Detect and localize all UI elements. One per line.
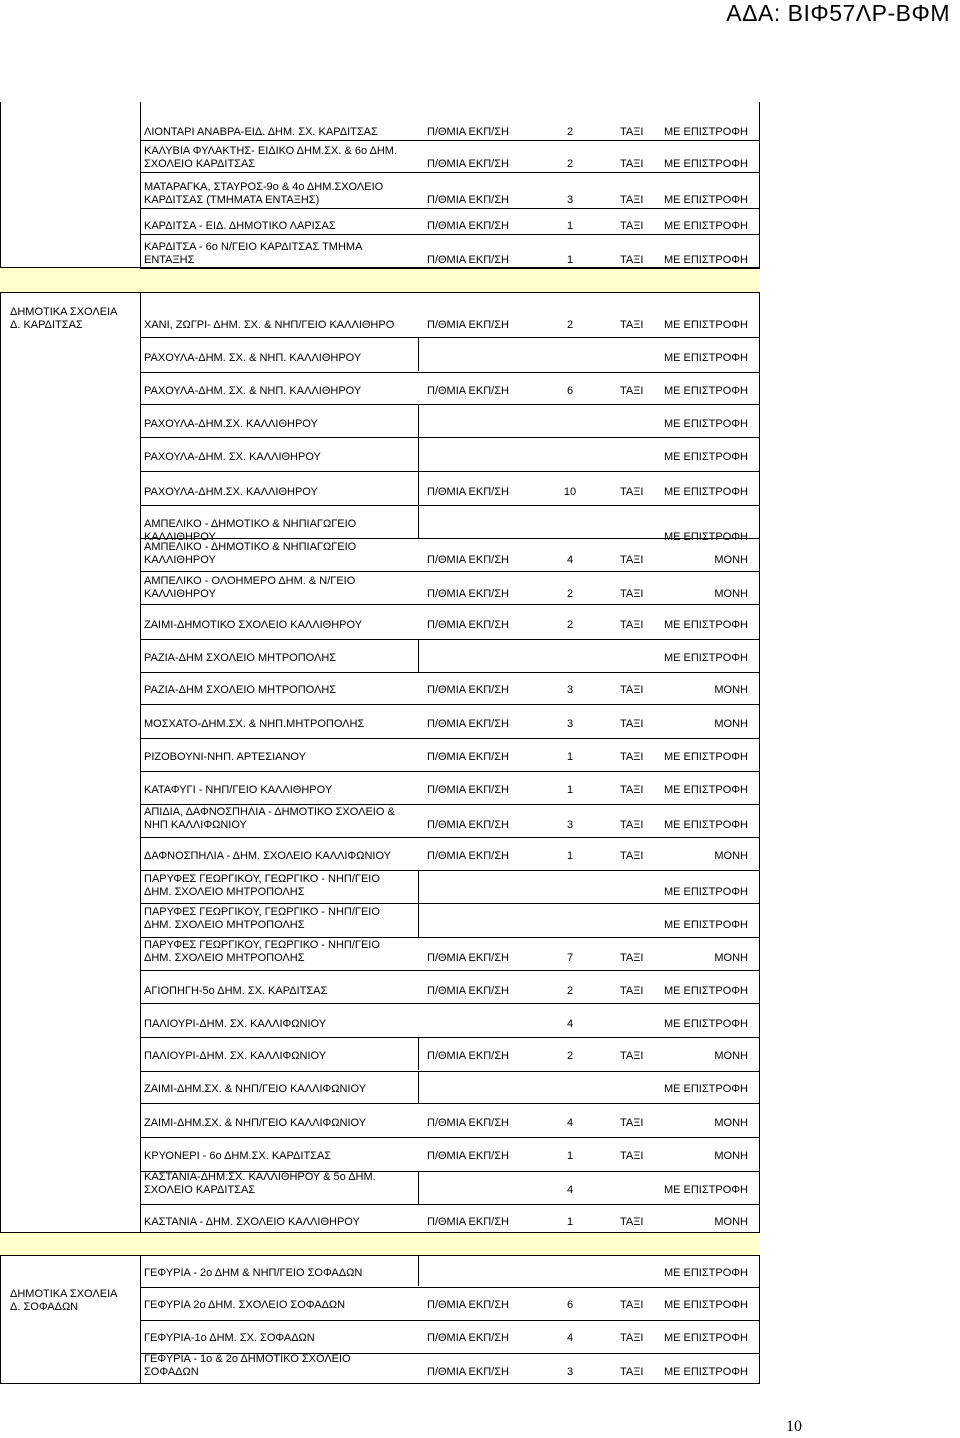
education-type: Π/ΘΜΙΑ ΕΚΠ/ΣΗ [427,1366,509,1378]
route-count: 7 [566,952,574,964]
education-type: Π/ΘΜΙΑ ΕΚΠ/ΣΗ [427,1150,509,1162]
school-name-line: ΑΓΙΟΠΗΓΗ-5ο ΔΗΜ. ΣΧ. ΚΑΡΔΙΤΣΑΣ [144,985,328,997]
route-status: ΜΟΝΗ [714,684,748,696]
transport-mode: ΤΑΞΙ [620,588,644,600]
table-rule [140,970,760,971]
transport-mode: ΤΑΞΙ [620,1050,644,1062]
table-rule [140,1071,760,1072]
school-name-line: ΧΑΝΙ, ΖΩΓΡΙ- ΔΗΜ. ΣΧ. & ΝΗΠ/ΓΕΙΟ ΚΑΛΛΙΘΗΡΟ [144,319,395,331]
table-frame [0,102,760,1383]
school-name-line: ΚΑΡΔΙΤΣΑΣ (ΤΜΗΜΑΤΑ ΕΝΤΑΞΗΣ) [144,194,320,206]
school-name [144,1216,360,1229]
section-separator [0,267,760,293]
transport-mode: ΤΑΞΙ [620,486,644,498]
route-status: ΜΟΝΗ [714,588,748,600]
table-rule [140,140,760,141]
route-count: 3 [566,194,574,206]
school-name-line: ΓΕΦΥΡΙΑ 2ο ΔΗΜ. ΣΧΟΛΕΙΟ ΣΟΦΑΔΩΝ [144,1299,346,1311]
table-rule [140,471,760,472]
school-name [144,241,362,267]
route-status: ΜΟΝΗ [714,1150,748,1162]
education-type: Π/ΘΜΙΑ ΕΚΠ/ΣΗ [427,554,509,566]
school-name-line: ΔΗΜ. ΣΧΟΛΕΙΟ ΜΗΤΡΟΠΟΛΗΣ [144,886,305,898]
school-name-line: ΚΑΡΔΙΤΣΑ - ΕΙΔ. ΔΗΜΟΤΙΚΟ ΛΑΡΙΣΑΣ [144,220,336,232]
education-type: Π/ΘΜΙΑ ΕΚΠ/ΣΗ [427,819,509,831]
transport-mode: ΤΑΞΙ [620,220,644,232]
route-count: 10 [563,486,577,498]
route-count: 3 [566,718,574,730]
table-rule [140,293,141,1232]
table-rule [140,903,760,904]
education-type: Π/ΘΜΙΑ ΕΚΠ/ΣΗ [427,784,509,796]
route-status: ΜΕ ΕΠΙΣΤΡΟΦΗ [663,1184,748,1196]
region-label-karditsa: ΔΗΜΟΤΙΚΑ ΣΧΟΛΕΙΑ Δ. ΚΑΡΔΙΤΣΑΣ [10,306,118,331]
school-name-line: ΡΑΧΟΥΛΑ-ΔΗΜ.ΣΧ. ΚΑΛΛΙΘΗΡΟΥ [144,418,318,430]
route-count: 2 [566,158,574,170]
route-count: 4 [566,1332,574,1344]
transport-mode: ΤΑΞΙ [620,158,644,170]
table-rule [418,640,419,672]
table-rule [140,937,760,938]
school-name-line: ΚΡΥΟΝΕΡΙ - 6ο ΔΗΜ.ΣΧ. ΚΑΡΔΙΤΣΑΣ [144,1150,332,1162]
route-count: 1 [566,220,574,232]
school-name-line: ΠΑΛΙΟΥΡΙ-ΔΗΜ. ΣΧ. ΚΑΛΛΙΦΩΝΙΟΥ [144,1018,327,1030]
school-name-line: ΕΝΤΑΞΗΣ [144,254,195,266]
transport-mode: ΤΑΞΙ [620,126,644,138]
transport-mode: ΤΑΞΙ [620,619,644,631]
route-status: ΜΕ ΕΠΙΣΤΡΟΦΗ [663,985,748,997]
school-name-line: ΡΑΖΙΑ-ΔΗΜ ΣΧΟΛΕΙΟ ΜΗΤΡΟΠΟΛΗΣ [144,652,337,664]
table-rule [140,234,760,235]
education-type: Π/ΘΜΙΑ ΕΚΠ/ΣΗ [427,319,509,331]
table-rule [140,337,760,338]
school-name [144,1083,366,1096]
route-count: 4 [566,554,574,566]
school-name-line: ΑΜΠΕΛΙΚΟ - ΔΗΜΟΤΙΚΟ & ΝΗΠΙΑΓΩΓΕΙΟ [144,541,357,553]
school-name-line: ΠΑΡΥΦΕΣ ΓΕΩΡΓΙΚΟΥ, ΓΕΩΡΓΙΚΟ - ΝΗΠ/ΓΕΙΟ [144,939,380,951]
school-name-line: ΜΟΣΧΑΤΟ-ΔΗΜ.ΣΧ. & ΝΗΠ.ΜΗΤΡΟΠΟΛΗΣ [144,718,365,730]
transport-mode: ΤΑΞΙ [620,1332,644,1344]
school-name-line: ΡΑΧΟΥΛΑ-ΔΗΜ. ΣΧ. & ΝΗΠ. ΚΑΛΛΙΘΗΡΟΥ [144,385,362,397]
route-status: ΜΕ ΕΠΙΣΤΡΟΦΗ [663,451,748,463]
education-type: Π/ΘΜΙΑ ΕΚΠ/ΣΗ [427,619,509,631]
school-name-line: ΠΑΡΥΦΕΣ ΓΕΩΡΓΙΚΟΥ, ΓΕΩΡΓΙΚΟ - ΝΗΠ/ΓΕΙΟ [144,873,380,885]
school-name [144,850,391,863]
education-type: Π/ΘΜΙΑ ΕΚΠ/ΣΗ [427,126,509,138]
education-type: Π/ΘΜΙΑ ΕΚΠ/ΣΗ [427,1332,509,1344]
school-name-line: ΡΑΖΙΑ-ΔΗΜ ΣΧΟΛΕΙΟ ΜΗΤΡΟΠΟΛΗΣ [144,684,337,696]
education-type: Π/ΘΜΙΑ ΕΚΠ/ΣΗ [427,1216,509,1228]
transport-mode: ΤΑΞΙ [620,1366,644,1378]
route-count: 2 [566,319,574,331]
school-name-line: ΚΑΡΔΙΤΣΑ - 6ο Ν/ΓΕΙΟ ΚΑΡΔΙΤΣΑΣ ΤΜΗΜΑ [144,241,363,253]
table-rule [140,639,760,640]
route-status: ΜΕ ΕΠΙΣΤΡΟΦΗ [663,886,748,898]
transport-mode: ΤΑΞΙ [620,554,644,566]
school-name-line: ΡΑΧΟΥΛΑ-ΔΗΜ. ΣΧ. & ΝΗΠ. ΚΑΛΛΙΘΗΡΟΥ [144,352,362,364]
table-rule [140,437,760,438]
table-rule [140,804,760,805]
route-count: 2 [566,985,574,997]
education-type: Π/ΘΜΙΑ ΕΚΠ/ΣΗ [427,1117,509,1129]
table-rule [140,771,760,772]
school-name [144,1267,362,1280]
route-status: ΜΕ ΕΠΙΣΤΡΟΦΗ [663,220,748,232]
table-rule [140,1103,760,1104]
route-count: 2 [566,126,574,138]
route-status: ΜΕ ΕΠΙΣΤΡΟΦΗ [663,1332,748,1344]
transport-mode: ΤΑΞΙ [620,385,644,397]
school-name [144,1332,315,1345]
route-status: ΜΕ ΕΠΙΣΤΡΟΦΗ [663,1267,748,1279]
education-type: Π/ΘΜΙΑ ΕΚΠ/ΣΗ [427,254,509,266]
table-rule [140,1003,760,1004]
table-rule [140,372,760,373]
table-rule [418,1256,419,1286]
transport-mode: ΤΑΞΙ [620,1299,644,1311]
route-status: ΜΕ ΕΠΙΣΤΡΟΦΗ [663,919,748,931]
route-status: ΜΕ ΕΠΙΣΤΡΟΦΗ [663,531,748,543]
school-name-line: ΑΠΙΔΙΑ, ΔΑΦΝΟΣΠΗΛΙΑ - ΔΗΜΟΤΙΚΟ ΣΧΟΛΕΙΟ & [144,806,395,818]
school-name-line: ΚΑΛΛΙΘΗΡΟΥ [144,554,216,566]
education-type: Π/ΘΜΙΑ ΕΚΠ/ΣΗ [427,985,509,997]
route-count: 4 [566,1117,574,1129]
table-rule [140,571,760,572]
route-count: 1 [566,254,574,266]
table-rule [140,604,760,605]
route-status: ΜΕ ΕΠΙΣΤΡΟΦΗ [663,418,748,430]
school-name-line: ΖΑΙΜΙ-ΔΗΜΟΤΙΚΟ ΣΧΟΛΕΙΟ ΚΑΛΛΙΘΗΡΟΥ [144,619,363,631]
school-name-line: ΔΗΜ. ΣΧΟΛΕΙΟ ΜΗΤΡΟΠΟΛΗΣ [144,919,305,931]
transport-mode: ΤΑΞΙ [620,254,644,266]
route-status: ΜΕ ΕΠΙΣΤΡΟΦΗ [663,1299,748,1311]
education-type: Π/ΘΜΙΑ ΕΚΠ/ΣΗ [427,194,509,206]
education-type: Π/ΘΜΙΑ ΕΚΠ/ΣΗ [427,718,509,730]
table-rule [140,1137,760,1138]
table-rule [418,1037,419,1070]
route-count: 4 [566,1018,574,1030]
transport-mode: ΤΑΞΙ [620,784,644,796]
transport-mode: ΤΑΞΙ [620,319,644,331]
route-count: 1 [566,1216,574,1228]
school-name-line: ΣΧΟΛΕΙΟ ΚΑΡΔΙΤΣΑΣ [144,1184,256,1196]
school-name-line: ΚΑΣΤΑΝΙΑ-ΔΗΜ.ΣΧ. ΚΑΛΛΙΘΗΡΟΥ & 5ο ΔΗΜ. [144,1171,376,1183]
route-status: ΜΕ ΕΠΙΣΤΡΟΦΗ [663,784,748,796]
school-name-line: ΡΑΧΟΥΛΑ-ΔΗΜ.ΣΧ. ΚΑΛΛΙΘΗΡΟΥ [144,486,318,498]
school-name-line: ΚΑΣΤΑΝΙΑ - ΔΗΜ. ΣΧΟΛΕΙΟ ΚΑΛΛΙΘΗΡΟΥ [144,1216,360,1228]
school-name-line: ΡΙΖΟΒΟΥΝΙ-ΝΗΠ. ΑΡΤΕΣΙΑΝΟΥ [144,751,306,763]
route-status: ΜΕ ΕΠΙΣΤΡΟΦΗ [663,126,748,138]
table-rule [140,268,760,269]
table-rule [140,870,760,871]
school-name [144,451,321,464]
school-name [144,1171,376,1197]
table-rule [0,1383,760,1384]
table-rule [140,172,760,173]
school-name-line: ΠΑΛΙΟΥΡΙ-ΔΗΜ. ΣΧ. ΚΑΛΛΙΦΩΝΙΟΥ [144,1050,327,1062]
route-status: ΜΕ ΕΠΙΣΤΡΟΦΗ [663,619,748,631]
school-name-line: ΑΜΠΕΛΙΚΟ - ΔΗΜΟΤΙΚΟ & ΝΗΠΙΑΓΩΓΕΙΟ [144,518,357,530]
table-rule [140,1037,760,1038]
school-name-line: ΣΟΦΑΔΩΝ [144,1366,199,1378]
school-name [144,418,318,431]
route-status: ΜΕ ΕΠΙΣΤΡΟΦΗ [663,819,748,831]
route-status: ΜΟΝΗ [714,718,748,730]
school-name [144,1150,331,1163]
route-status: ΜΕ ΕΠΙΣΤΡΟΦΗ [663,319,748,331]
transport-mode: ΤΑΞΙ [620,850,644,862]
education-type: Π/ΘΜΙΑ ΕΚΠ/ΣΗ [427,850,509,862]
school-name-line: ΔΑΦΝΟΣΠΗΛΙΑ - ΔΗΜ. ΣΧΟΛΕΙΟ ΚΑΛΛΙΦΩΝΙΟΥ [144,850,392,862]
table-rule [418,504,419,538]
route-status: ΜΕ ΕΠΙΣΤΡΟΦΗ [663,158,748,170]
transport-mode: ΤΑΞΙ [620,718,644,730]
school-name [144,352,361,365]
school-name [144,575,355,601]
table-rule [140,1204,760,1205]
table-rule [140,404,760,405]
route-count: 1 [566,784,574,796]
transport-mode: ΤΑΞΙ [620,684,644,696]
route-status: ΜΕ ΕΠΙΣΤΡΟΦΗ [663,652,748,664]
route-status: ΜΟΝΗ [714,1050,748,1062]
education-type: Π/ΘΜΙΑ ΕΚΠ/ΣΗ [427,952,509,964]
route-count: 2 [566,588,574,600]
school-name-line: ΓΕΦΥΡΙΑ - 1ο & 2ο ΔΗΜΟΤΙΚΟ ΣΧΟΛΕΙΟ [144,1353,351,1365]
school-name [144,145,397,171]
table-rule [418,404,419,504]
transport-mode: ΤΑΞΙ [620,751,644,763]
education-type: Π/ΘΜΙΑ ΕΚΠ/ΣΗ [427,751,509,763]
school-name-line: ΚΑΛΛΙΘΗΡΟΥ [144,588,216,600]
table-rule [140,672,760,673]
school-name [144,939,380,965]
table-rule [418,870,419,937]
section-separator [0,1232,760,1256]
route-status: ΜΕ ΕΠΙΣΤΡΟΦΗ [663,751,748,763]
route-status: ΜΕ ΕΠΙΣΤΡΟΦΗ [663,486,748,498]
school-name-line: ΡΑΧΟΥΛΑ-ΔΗΜ. ΣΧ. ΚΑΛΛΙΘΗΡΟΥ [144,451,321,463]
table-rule [140,837,760,838]
table-rule [418,1171,419,1204]
page-number: 10 [786,1418,802,1435]
transport-mode: ΤΑΞΙ [620,194,644,206]
school-name [144,985,327,998]
education-type: Π/ΘΜΙΑ ΕΚΠ/ΣΗ [427,486,509,498]
table-rule [418,1071,419,1103]
school-name-line: ΣΧΟΛΕΙΟ ΚΑΡΔΙΤΣΑΣ [144,158,256,170]
route-count: 1 [566,751,574,763]
route-status: ΜΕ ΕΠΙΣΤΡΟΦΗ [663,1083,748,1095]
education-type: Π/ΘΜΙΑ ΕΚΠ/ΣΗ [427,1299,509,1311]
school-name [144,319,394,332]
route-count: 6 [566,1299,574,1311]
route-count: 3 [566,684,574,696]
school-name-line: ΖΑΙΜΙ-ΔΗΜ.ΣΧ. & ΝΗΠ/ΓΕΙΟ ΚΑΛΛΙΦΩΝΙΟΥ [144,1117,367,1129]
table-rule [140,738,760,739]
route-status: ΜΕ ΕΠΙΣΤΡΟΦΗ [663,352,748,364]
school-name-line: ΚΑΛΥΒΙΑ ΦΥΛΑΚΤΗΣ- ΕΙΔΙΚΟ ΔΗΜ.ΣΧ. & 6ο ΔΗΜ. [144,145,398,157]
route-count: 4 [566,1184,574,1196]
route-status: ΜΟΝΗ [714,952,748,964]
table-rule [418,338,419,371]
route-status: ΜΕ ΕΠΙΣΤΡΟΦΗ [663,1366,748,1378]
transport-mode: ΤΑΞΙ [620,1216,644,1228]
route-status: ΜΟΝΗ [714,850,748,862]
table-rule [140,208,760,209]
school-name [144,751,306,764]
ada-code: ΑΔΑ: ΒΙΦ57ΛΡ-ΒΦΜ [726,0,950,26]
route-status: ΜΕ ΕΠΙΣΤΡΟΦΗ [663,385,748,397]
school-name-line: ΜΑΤΑΡΑΓΚΑ, ΣΤΑΥΡΟΣ-9ο & 4ο ΔΗΜ.ΣΧΟΛΕΙΟ [144,181,384,193]
education-type: Π/ΘΜΙΑ ΕΚΠ/ΣΗ [427,220,509,232]
route-count: 2 [566,1050,574,1062]
school-name [144,1299,345,1312]
school-name-line: ΓΕΦΥΡΙΑ - 2ο ΔΗΜ & ΝΗΠ/ΓΕΙΟ ΣΟΦΑΔΩΝ [144,1267,363,1279]
school-name [144,1117,366,1130]
route-count: 3 [566,819,574,831]
transport-mode: ΤΑΞΙ [620,1150,644,1162]
school-name [144,385,361,398]
school-name-line: ΚΑΛΛΙΘΗΡΟΥ [144,531,216,543]
school-name [144,220,336,233]
school-name [144,906,380,932]
education-type: Π/ΘΜΙΑ ΕΚΠ/ΣΗ [427,1050,509,1062]
transport-mode: ΤΑΞΙ [620,952,644,964]
transport-mode: ΤΑΞΙ [620,985,644,997]
education-type: Π/ΘΜΙΑ ΕΚΠ/ΣΗ [427,385,509,397]
region-label-sofades: ΔΗΜΟΤΙΚΑ ΣΧΟΛΕΙΑ Δ. ΣΟΦΑΔΩΝ [10,1288,118,1313]
route-count: 2 [566,619,574,631]
school-name [144,1353,351,1379]
route-status: ΜΟΝΗ [714,1117,748,1129]
table-rule [140,102,141,267]
school-name-line: ΠΑΡΥΦΕΣ ΓΕΩΡΓΙΚΟΥ, ΓΕΩΡΓΙΚΟ - ΝΗΠ/ΓΕΙΟ [144,906,380,918]
school-name [144,181,383,207]
school-name [144,619,362,632]
table-rule [140,704,760,705]
route-count: 6 [566,385,574,397]
education-type: Π/ΘΜΙΑ ΕΚΠ/ΣΗ [427,158,509,170]
school-name [144,684,336,697]
route-status: ΜΕ ΕΠΙΣΤΡΟΦΗ [663,194,748,206]
school-name-line: ΝΗΠ ΚΑΛΛΙΦΩΝΙΟΥ [144,819,247,831]
route-count: 1 [566,1150,574,1162]
table-rule [140,1287,760,1288]
route-status: ΜΕ ΕΠΙΣΤΡΟΦΗ [663,254,748,266]
table-rule [140,1320,760,1321]
route-count: 1 [566,850,574,862]
school-name [144,806,395,832]
school-name-line: ΚΑΤΑΦΥΓΙ - ΝΗΠ/ΓΕΙΟ ΚΑΛΛΙΘΗΡΟΥ [144,784,333,796]
school-name [144,1050,326,1063]
school-name [144,718,364,731]
route-status: ΜΕ ΕΠΙΣΤΡΟΦΗ [663,1018,748,1030]
school-name [144,873,380,899]
school-name-line: ΑΜΠΕΛΙΚΟ - ΟΛΟΗΜΕΡΟ ΔΗΜ. & Ν/ΓΕΙΟ [144,575,356,587]
school-name [144,784,332,797]
transport-mode: ΤΑΞΙ [620,819,644,831]
education-type: Π/ΘΜΙΑ ΕΚΠ/ΣΗ [427,588,509,600]
route-status: ΜΟΝΗ [714,1216,748,1228]
education-type: Π/ΘΜΙΑ ΕΚΠ/ΣΗ [427,684,509,696]
school-name [144,1018,326,1031]
route-status: ΜΟΝΗ [714,554,748,566]
school-name [144,541,356,567]
route-count: 3 [566,1366,574,1378]
transport-mode: ΤΑΞΙ [620,1117,644,1129]
school-name [144,486,318,499]
school-name-line: ΔΗΜ. ΣΧΟΛΕΙΟ ΜΗΤΡΟΠΟΛΗΣ [144,952,305,964]
school-name [144,652,336,665]
school-name-line: ΛΙΟΝΤΑΡΙ ΑΝΑΒΡΑ-ΕΙΔ. ΔΗΜ. ΣΧ. ΚΑΡΔΙΤΣΑΣ [144,126,378,138]
school-name-line: ΓΕΦΥΡΙΑ-1ο ΔΗΜ. ΣΧ. ΣΟΦΑΔΩΝ [144,1332,315,1344]
school-name [144,126,378,139]
school-name-line: ΖΑΙΜΙ-ΔΗΜ.ΣΧ. & ΝΗΠ/ΓΕΙΟ ΚΑΛΛΙΦΩΝΙΟΥ [144,1083,367,1095]
table-rule [140,505,760,506]
